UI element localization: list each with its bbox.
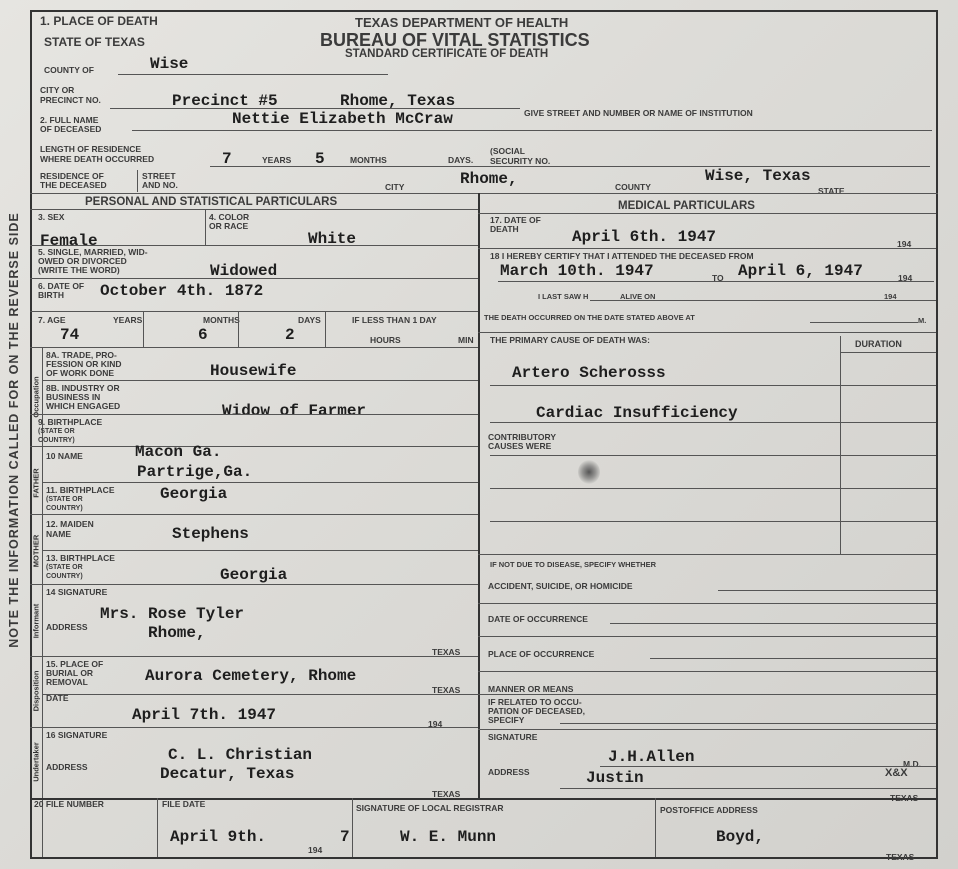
attended-line: [498, 281, 934, 282]
informant-tab: Informant: [31, 603, 41, 639]
postoffice-value: Boyd,: [716, 828, 765, 846]
birth-line: [30, 311, 478, 312]
last-saw-label: I LAST SAW H: [538, 292, 589, 301]
footer-div-2: [352, 798, 353, 857]
informant-sig-label: 14 SIGNATURE: [46, 587, 108, 597]
attended-from-value: March 10th. 1947: [500, 262, 654, 280]
father-name-label: 10 NAME: [46, 451, 83, 461]
undertaker-addr-value: Decatur, Texas: [160, 765, 295, 783]
burial-label-2: BURIAL OR: [46, 668, 94, 678]
accident-line: [718, 590, 936, 591]
related-line: [560, 723, 936, 724]
frame-right: [936, 10, 938, 858]
industry-label-1: 8B. INDUSTRY OR: [46, 383, 120, 393]
city-label-2: PRECINCT NO.: [40, 95, 101, 105]
undertaker-tab: Undertaker: [31, 742, 41, 782]
birthplace-line: [30, 446, 478, 447]
medical-heading: MEDICAL PARTICULARS: [618, 200, 755, 212]
industry-line: [30, 414, 478, 415]
color-label-2: OR RACE: [209, 221, 249, 231]
cause-line-3: [490, 455, 936, 456]
informant-value: Mrs. Rose Tyler: [100, 605, 245, 623]
birthplace-label-3: COUNTRY): [38, 437, 75, 444]
years-label: YEARS: [262, 155, 292, 165]
birth-label-1: 6. DATE OF: [38, 281, 85, 291]
birthplace-label-2: (STATE OR: [38, 428, 75, 435]
burial-line: [42, 694, 478, 695]
manner-line: [478, 694, 936, 695]
age-line: [30, 347, 478, 348]
sex-line: [30, 245, 478, 246]
father-name-line: [42, 482, 478, 483]
father-name-2: Partrige,Ga.: [137, 463, 253, 481]
county-label: COUNTY OF: [44, 65, 94, 75]
trade-label-3: OF WORK DONE: [46, 368, 114, 378]
primary-cause-label: THE PRIMARY CAUSE OF DEATH WAS:: [490, 335, 650, 345]
dept-title: TEXAS DEPARTMENT OF HEALTH: [355, 15, 569, 30]
age-years-value: 74: [60, 326, 80, 344]
bureau-title: BUREAU OF VITAL STATISTICS: [320, 30, 590, 50]
street-instruction: GIVE STREET AND NUMBER OR NAME OF INSTITUTION: [524, 108, 753, 118]
certify-label: 18 I HEREBY CERTIFY THAT I ATTENDED THE DECEASED FROM: [490, 251, 754, 261]
maiden-value: Stephens: [172, 525, 249, 543]
age-months-value: 6: [198, 326, 208, 344]
marital-label-3: (WRITE THE WORD): [38, 265, 120, 275]
marital-value: Widowed: [210, 262, 278, 280]
footer-div-3: [655, 798, 656, 857]
age-days-label: DAYS: [298, 315, 321, 325]
mother-bp-line: [30, 584, 478, 585]
cause-line-2: [490, 422, 936, 423]
residence-label-1: RESIDENCE OF: [40, 171, 104, 181]
age-months-label: MONTHS: [203, 315, 240, 325]
length-label-1: LENGTH OF RESIDENCE: [40, 144, 142, 154]
frame-top: [30, 10, 938, 12]
industry-label-2: BUSINESS IN: [46, 392, 101, 402]
res-county-label: COUNTY: [615, 182, 651, 192]
father-bp-line: [30, 514, 478, 515]
m-label: M.: [918, 316, 927, 325]
death-date-value: April 6th. 1947: [572, 228, 717, 246]
related-label-2: PATION OF DECEASED,: [488, 706, 585, 716]
undertaker-sig-label: 16 SIGNATURE: [46, 730, 108, 740]
file-date-label: FILE DATE: [162, 799, 206, 809]
name-line: [132, 130, 932, 131]
days-label: DAYS.: [448, 155, 474, 165]
texas-label-2: TEXAS: [432, 685, 461, 695]
related-label-1: IF RELATED TO OCCU-: [488, 697, 582, 707]
name-label-1: 2. FULL NAME: [40, 115, 99, 125]
sex-divider: [205, 209, 206, 245]
father-bp-label-3: COUNTRY): [46, 505, 83, 512]
less-than-day-label: IF LESS THAN 1 DAY: [352, 315, 437, 325]
medical-divider-2: [478, 554, 936, 555]
signature-divider: [478, 729, 936, 730]
file-date-value: April 9th.: [170, 828, 267, 846]
occurrence-place-line: [650, 658, 936, 659]
death-occurred-line: [810, 322, 918, 323]
not-due-label: IF NOT DUE TO DISEASE, SPECIFY WHETHER: [490, 560, 656, 569]
physician-sig-label: SIGNATURE: [488, 732, 538, 742]
physician-line: [600, 766, 936, 767]
mother-tab: MOTHER: [31, 534, 41, 568]
trade-label-1: 8A. TRADE, PRO-: [46, 350, 117, 360]
death-date-line: [478, 248, 936, 249]
city-value: Rhome, Texas: [340, 92, 456, 110]
maiden-label-1: 12. MAIDEN: [46, 519, 94, 529]
md-label: M.D.: [903, 759, 921, 769]
related-label-3: SPECIFY: [488, 715, 525, 725]
frame-bottom: [30, 857, 938, 859]
res-state-label: STATE: [818, 186, 845, 196]
precinct-value: Precinct #5: [172, 92, 278, 110]
cause-line-4: [490, 488, 936, 489]
birth-value: October 4th. 1872: [100, 282, 264, 300]
city-line: [110, 108, 520, 109]
months-value: 5: [315, 150, 325, 168]
mother-bp-label-1: 13. BIRTHPLACE: [46, 553, 115, 563]
medical-divider-1: [478, 332, 936, 333]
marital-label-1: 5. SINGLE, MARRIED, WID-: [38, 247, 148, 257]
postoffice-label: POSTOFFICE ADDRESS: [660, 805, 758, 815]
year-194-d: 194: [884, 292, 897, 301]
age-days-value: 2: [285, 326, 295, 344]
length-line: [210, 166, 930, 167]
burial-value: Aurora Cemetery, Rhome: [145, 667, 357, 685]
personal-heading-line: [30, 209, 478, 210]
birth-label-2: BIRTH: [38, 290, 64, 300]
texas-label-1: TEXAS: [432, 647, 461, 657]
texas-label-4: TEXAS: [890, 793, 919, 803]
hours-label: HOURS: [370, 335, 401, 345]
x-mark: X&X: [885, 767, 908, 779]
street-label-1: STREET: [142, 171, 176, 181]
personal-heading: PERSONAL AND STATISTICAL PARTICULARS: [85, 196, 338, 208]
cause-1-value: Artero Scherosss: [512, 364, 666, 382]
year-194-b: 194: [897, 239, 912, 249]
trade-line: [42, 380, 478, 381]
trade-value: Housewife: [210, 362, 297, 380]
maiden-line: [42, 550, 478, 551]
months-label: MONTHS: [350, 155, 387, 165]
mother-bp-label-3: COUNTRY): [46, 573, 83, 580]
burial-date-line: [30, 727, 478, 728]
physician-addr-value: Justin: [586, 769, 644, 787]
burial-label-3: REMOVAL: [46, 677, 88, 687]
column-divider: [478, 193, 480, 798]
marital-label-2: OWED OR DIVORCED: [38, 256, 127, 266]
deceased-name: Nettie Elizabeth McCraw: [232, 110, 453, 128]
ink-smudge: [578, 460, 600, 484]
age-div-3: [325, 311, 326, 347]
medical-heading-line: [478, 213, 936, 214]
physician-addr-line: [560, 788, 936, 789]
marital-line: [30, 278, 478, 279]
color-label-1: 4. COLOR: [209, 212, 250, 222]
county-value: Wise: [150, 55, 189, 73]
age-years-label: YEARS: [113, 315, 143, 325]
cause-line-5: [490, 521, 936, 522]
texas-label-5: TEXAS: [886, 852, 915, 862]
father-name: Macon Ga.: [135, 443, 222, 461]
res-county-value: Wise, Texas: [705, 167, 811, 185]
undertaker-addr-label: ADDRESS: [46, 762, 88, 772]
place-divider: [478, 671, 936, 672]
res-city-value: Rhome,: [460, 170, 518, 188]
contributory-label-2: CAUSES WERE: [488, 441, 552, 451]
attended-to-value: April 6, 1947: [738, 262, 863, 280]
sex-value: Female: [40, 232, 98, 250]
sex-label: 3. SEX: [38, 212, 65, 222]
min-label: MIN: [458, 335, 474, 345]
manner-label: MANNER OR MEANS: [488, 684, 574, 694]
age-label: 7. AGE: [38, 315, 66, 325]
burial-date-label: DATE: [46, 693, 69, 703]
residence-divider: [137, 170, 138, 192]
informant-addr-value: Rhome,: [148, 624, 206, 642]
residence-label-2: THE DECEASED: [40, 180, 107, 190]
industry-label-3: WHICH ENGAGED: [46, 401, 121, 411]
informant-line: [30, 656, 478, 657]
age-div-2: [238, 311, 239, 347]
physician-addr-label: ADDRESS: [488, 767, 530, 777]
undertaker-value: C. L. Christian: [168, 746, 313, 764]
state-label: STATE OF TEXAS: [44, 35, 145, 49]
registrar-value: W. E. Munn: [400, 828, 497, 846]
length-label-2: WHERE DEATH OCCURRED: [40, 154, 155, 164]
death-occurred-label: THE DEATH OCCURRED ON THE DATE STATED ABOVE AT: [484, 313, 695, 322]
mother-birthplace: Georgia: [220, 566, 288, 584]
accident-label: ACCIDENT, SUICIDE, OR HOMICIDE: [488, 581, 633, 591]
occurrence-divider: [478, 636, 936, 637]
years-value: 7: [222, 150, 232, 168]
accident-divider: [478, 603, 936, 604]
disposition-tab: Disposition: [31, 670, 41, 712]
burial-label-1: 15. PLACE OF: [46, 659, 104, 669]
cause-2-value: Cardiac Insufficiency: [536, 404, 738, 422]
year-194-e: 194: [308, 845, 323, 855]
place-of-death-label: 1. PLACE OF DEATH: [40, 14, 158, 28]
certificate-title: STANDARD CERTIFICATE OF DEATH: [345, 48, 549, 60]
alive-on-label: ALIVE ON: [620, 292, 656, 301]
mother-bp-label-2: (STATE OR: [46, 564, 83, 571]
trade-label-2: FESSION OR KIND: [46, 359, 122, 369]
father-bp-label-1: 11. BIRTHPLACE: [46, 485, 115, 495]
duration-label: DURATION: [855, 339, 902, 349]
social-label-2: SECURITY NO.: [490, 156, 551, 166]
informant-addr-label: ADDRESS: [46, 622, 88, 632]
last-saw-line: [590, 300, 936, 301]
registrar-label: SIGNATURE OF LOCAL REGISTRAR: [356, 803, 504, 813]
age-div-1: [143, 311, 144, 347]
street-label-2: AND NO.: [142, 180, 178, 190]
occurrence-date-label: DATE OF OCCURRENCE: [488, 614, 588, 624]
social-label-1: (SOCIAL: [490, 146, 525, 156]
death-date-label-2: DEATH: [490, 224, 519, 234]
duration-header-line: [840, 352, 936, 353]
burial-date-value: April 7th. 1947: [132, 706, 277, 724]
father-bp-label-2: (STATE OR: [46, 496, 83, 503]
death-date-label-1: 17. DATE OF: [490, 215, 541, 225]
occupation-tab: Occupation: [31, 376, 41, 418]
industry-value: Widow of Farmer: [222, 402, 367, 420]
birthplace-label-1: 9. BIRTHPLACE: [38, 417, 103, 427]
res-city-label: CITY: [385, 182, 405, 192]
footer-div-1: [157, 798, 158, 857]
cause-line-1: [490, 385, 936, 386]
side-note: NOTE THE INFORMATION CALLED FOR ON THE REVERSE SIDE: [7, 212, 21, 648]
year-194-c: 194: [898, 273, 913, 283]
residence-line: [30, 193, 938, 194]
maiden-label-2: NAME: [46, 529, 72, 539]
file-number-label: 20 FILE NUMBER: [34, 799, 104, 809]
file-year-value: 7: [340, 828, 350, 846]
physician-value: J.H.Allen: [608, 748, 695, 766]
to-label: TO: [712, 273, 724, 283]
father-birthplace: Georgia: [160, 485, 228, 503]
year-194-a: 194: [428, 719, 443, 729]
contributory-label-1: CONTRIBUTORY: [488, 432, 556, 442]
county-line: [118, 74, 388, 75]
occurrence-place-label: PLACE OF OCCURRENCE: [488, 649, 595, 659]
name-label-2: OF DECEASED: [40, 124, 102, 134]
occurrence-date-line: [610, 623, 936, 624]
color-value: White: [308, 230, 357, 248]
city-label-1: CITY OR: [40, 85, 75, 95]
father-tab: FATHER: [31, 468, 41, 498]
texas-label-3: TEXAS: [432, 789, 461, 799]
